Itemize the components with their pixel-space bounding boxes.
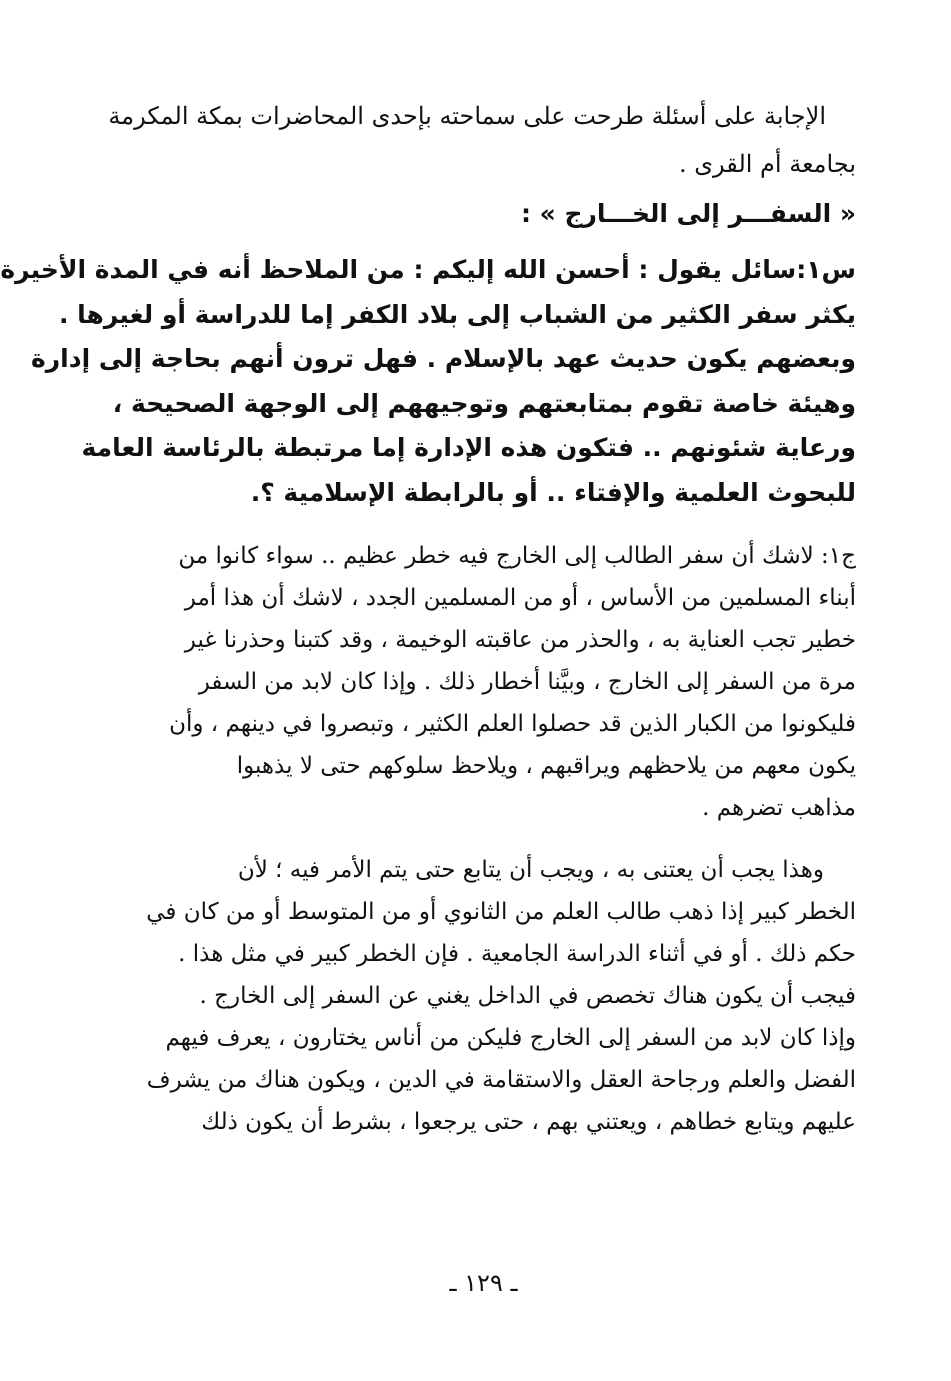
- intro-line: الإجابة على أسئلة طرحت على سماحته بإحدى المحاضرات بمكة المكرمة: [108, 102, 826, 130]
- intro-paragraph: [108, 92, 856, 188]
- answer-line: مذاهب تضرهم .: [702, 795, 856, 821]
- section-heading: « السفـــر إلى الخـــارج » :: [520, 199, 856, 228]
- answer-paragraph: [114, 535, 856, 829]
- question-line: وبعضهم يكون حديث عهد بالإسلام . فهل ترون أنهم بحاجة إلى إدارة: [31, 344, 856, 373]
- question-line: للبحوث العلمية والإفتاء .. أو بالرابطة الإسلامية ؟.: [250, 477, 856, 507]
- second-paragraph: [114, 849, 856, 1143]
- question-line: س١:سائل يقول : أحسن الله إليكم : من الملاحظ أنه في المدة الأخيرة: [0, 255, 856, 284]
- page-body: [0, 92, 856, 1143]
- paragraph-line: وإذا كان لابد من السفر إلى الخارج فليكن من أناس يختارون ، يعرف فيهم: [165, 1025, 856, 1051]
- paragraph-line: الخطر كبير إذا ذهب طالب العلم من الثانوي أو من المتوسط أو من كان في: [146, 899, 856, 925]
- answer-line: مرة من السفر إلى الخارج ، وبيَّنا أخطار ذلك . وإذا كان لابد من السفر: [198, 669, 856, 695]
- paragraph-line: وهذا يجب أن يعتنى به ، ويجب أن يتابع حتى يتم الأمر فيه ؛ لأن: [237, 857, 824, 883]
- question-line: وهيئة خاصة تقوم بمتابعتهم وتوجيههم إلى الوجهة الصحيحة ،: [112, 388, 856, 418]
- answer-line: ج١: لاشك أن سفر الطالب إلى الخارج فيه خطر عظيم .. سواء كانوا من: [178, 543, 856, 569]
- question-line: ورعاية شئونهم .. فتكون هذه الإدارة إما مرتبطة بالرئاسة العامة: [81, 433, 856, 462]
- answer-line: خطير تجب العناية به ، والحذر من عاقبته الوخيمة ، وقد كتبنا وحذرنا غير: [184, 627, 856, 653]
- page-number: ـ ١٢٩ ـ: [449, 1269, 518, 1297]
- answer-line: يكون معهم من يلاحظهم ويراقبهم ، ويلاحظ سلوكهم حتى لا يذهبوا: [236, 753, 856, 779]
- intro-line: بجامعة أم القرى .: [679, 150, 856, 178]
- answer-line: فليكونوا من الكبار الذين قد حصلوا العلم الكثير ، وتبصروا في دينهم ، وأن: [169, 711, 856, 737]
- paragraph-line: الفضل والعلم ورجاحة العقل والاستقامة في الدين ، ويكون هناك من يشرف: [146, 1067, 856, 1093]
- paragraph-line: عليهم ويتابع خطاهم ، ويعتني بهم ، حتى يرجعوا ، بشرط أن يكون ذلك: [201, 1109, 856, 1135]
- paragraph-line: حكم ذلك . أو في أثناء الدراسة الجامعية . فإن الخطر كبير في مثل هذا .: [178, 941, 856, 967]
- question-line: يكثر سفر الكثير من الشباب إلى بلاد الكفر إما للدراسة أو لغيرها .: [58, 299, 856, 329]
- question-paragraph: [0, 248, 856, 515]
- paragraph-line: فيجب أن يكون هناك تخصص في الداخل يغني عن السفر إلى الخارج .: [199, 983, 856, 1009]
- answer-line: أبناء المسلمين من الأساس ، أو من المسلمين الجدد ، لاشك أن هذا أمر: [184, 585, 856, 611]
